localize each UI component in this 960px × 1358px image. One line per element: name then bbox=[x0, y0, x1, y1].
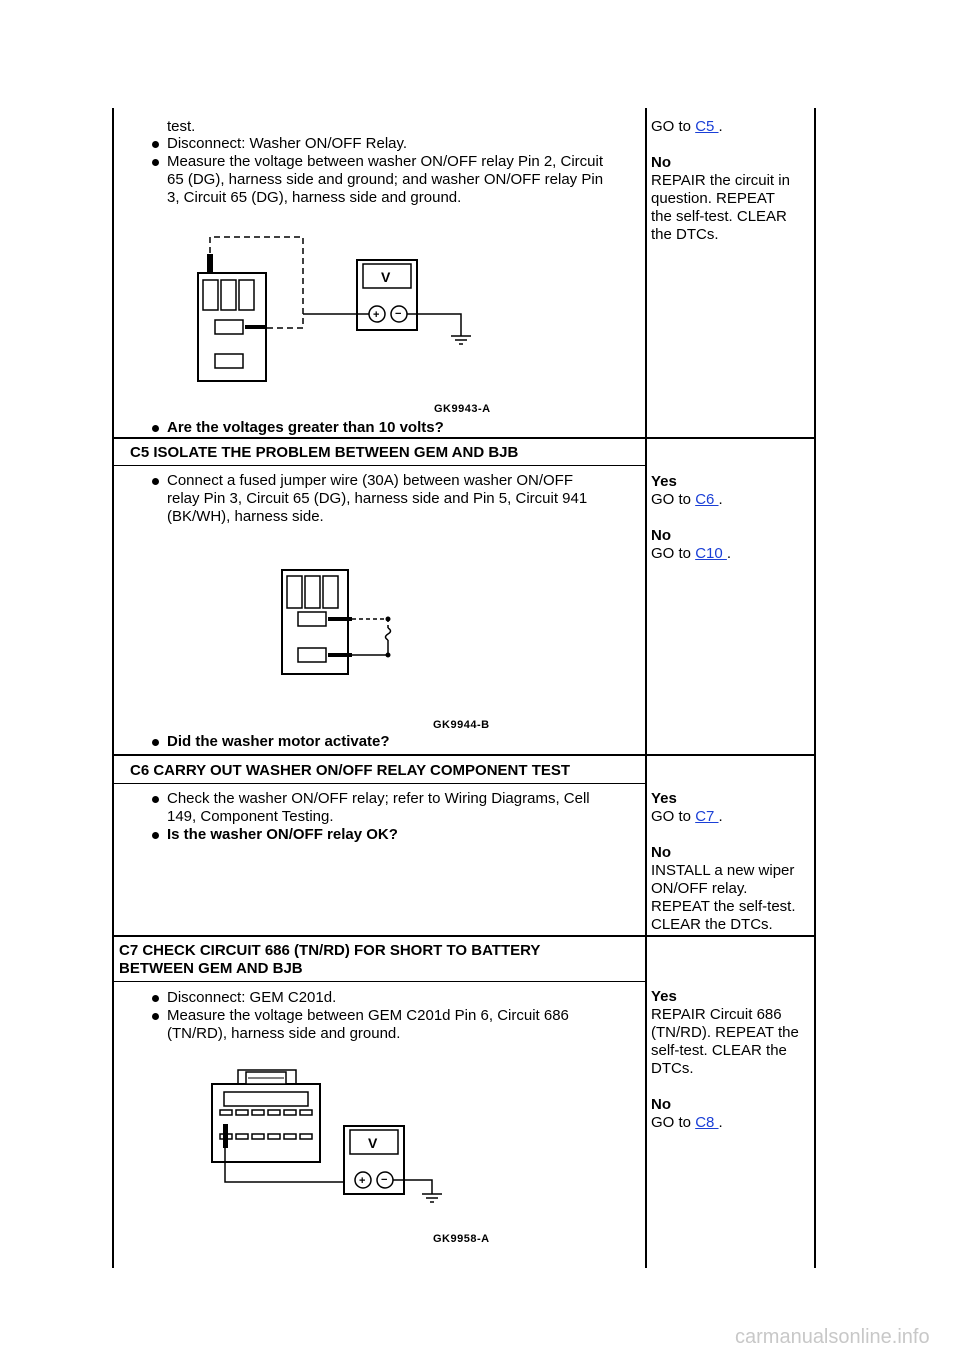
bullet-icon bbox=[152, 478, 159, 485]
c6-question: Is the washer ON/OFF relay OK? bbox=[167, 826, 398, 843]
c4-question: Are the voltages greater than 10 volts? bbox=[167, 419, 444, 436]
bullet-icon bbox=[152, 995, 159, 1002]
c4-no-label: No bbox=[651, 154, 671, 171]
c4-disconnect-step: Disconnect: Washer ON/OFF Relay. bbox=[167, 135, 408, 152]
link-c5[interactable]: C5 bbox=[695, 118, 719, 135]
c6-no-label: No bbox=[651, 844, 671, 861]
site-watermark: carmanualsonline.info bbox=[735, 1326, 930, 1348]
link-c6[interactable]: C6 bbox=[695, 491, 719, 508]
c7-header-underline bbox=[112, 981, 645, 982]
c7-disconnect-step: Disconnect: GEM C201d. bbox=[167, 989, 337, 1006]
c4-test-line: test. bbox=[167, 118, 196, 135]
c7-measure-step: Measure the voltage between GEM C201d Pin 6, Circuit 686 (TN/RD), harness side and ground. bbox=[167, 1007, 569, 1042]
c4-diagram-caption: GK9943-A bbox=[434, 403, 491, 415]
bullet-icon bbox=[152, 425, 159, 432]
row-divider-c5 bbox=[112, 437, 816, 439]
bullet-icon bbox=[152, 141, 159, 148]
c6-yes-result: GO to C7 . bbox=[651, 808, 723, 825]
gem-connector-voltage-diagram bbox=[210, 1062, 450, 1212]
c5-connect-step: Connect a fused jumper wire (30A) between washer ON/OFF relay Pin 3, Circuit 65 (DG), harness side and Pin 5, Circuit 941 (BK/WH), harness side. bbox=[167, 472, 588, 525]
relay-voltage-diagram bbox=[195, 228, 495, 414]
c5-header: C5 ISOLATE THE PROBLEM BETWEEN GEM AND BJB bbox=[130, 444, 519, 461]
meter-symbol: V bbox=[368, 1135, 378, 1151]
link-c8[interactable]: C8 bbox=[695, 1114, 719, 1131]
c7-yes-label: Yes bbox=[651, 988, 677, 1005]
link-c7[interactable]: C7 bbox=[695, 808, 719, 825]
c7-no-label: No bbox=[651, 1096, 671, 1113]
svg-text:−: − bbox=[395, 308, 402, 320]
row-divider-c6 bbox=[112, 754, 816, 756]
table-middle-divider bbox=[645, 108, 647, 1268]
c4-measure-step: Measure the voltage between washer ON/OFF relay Pin 2, Circuit 65 (DG), harness side and ground; and washer ON/OFF relay Pin 3, Circuit 65 (DG), harness side and ground. bbox=[167, 153, 604, 206]
c5-question: Did the washer motor activate? bbox=[167, 733, 390, 750]
bullet-icon bbox=[152, 796, 159, 803]
svg-text:+: + bbox=[359, 1175, 366, 1187]
c5-yes-label: Yes bbox=[651, 473, 677, 490]
link-c10[interactable]: C10 bbox=[695, 545, 727, 562]
c5-no-label: No bbox=[651, 527, 671, 544]
c7-header: C7 CHECK CIRCUIT 686 (TN/RD) FOR SHORT TO BATTERY BETWEEN GEM AND BJB bbox=[119, 942, 541, 977]
c4-no-text: REPAIR the circuit in question. REPEAT the self-test. CLEAR the DTCs. bbox=[651, 172, 790, 243]
c7-yes-text: REPAIR Circuit 686 (TN/RD). REPEAT the self-test. CLEAR the DTCs. bbox=[651, 1006, 799, 1077]
bullet-icon bbox=[152, 1013, 159, 1020]
svg-text:+: + bbox=[373, 309, 380, 321]
c7-diagram-caption: GK9958-A bbox=[433, 1233, 490, 1245]
c6-header: C6 CARRY OUT WASHER ON/OFF RELAY COMPONENT TEST bbox=[130, 762, 571, 779]
c4-result-go: GO to C5 . bbox=[651, 118, 723, 135]
c6-check-step: Check the washer ON/OFF relay; refer to Wiring Diagrams, Cell 149, Component Testing. bbox=[167, 790, 590, 825]
row-divider-c7 bbox=[112, 935, 816, 937]
c6-yes-label: Yes bbox=[651, 790, 677, 807]
table-left-border bbox=[112, 108, 114, 1268]
c5-yes-result: GO to C6 . bbox=[651, 491, 723, 508]
bullet-icon bbox=[152, 832, 159, 839]
c6-no-text: INSTALL a new wiper ON/OFF relay. REPEAT the self-test. CLEAR the DTCs. bbox=[651, 862, 796, 933]
table-right-border bbox=[814, 108, 816, 1268]
c5-no-result: GO to C10 . bbox=[651, 545, 732, 562]
svg-text:−: − bbox=[381, 1174, 388, 1186]
c5-header-underline bbox=[112, 465, 645, 466]
jumper-wire-diagram bbox=[280, 568, 400, 678]
c5-diagram-caption: GK9944-B bbox=[433, 719, 490, 731]
c7-no-result: GO to C8 . bbox=[651, 1114, 723, 1131]
bullet-icon bbox=[152, 159, 159, 166]
bullet-icon bbox=[152, 739, 159, 746]
meter-symbol: V bbox=[381, 269, 391, 285]
c6-header-underline bbox=[112, 783, 645, 784]
